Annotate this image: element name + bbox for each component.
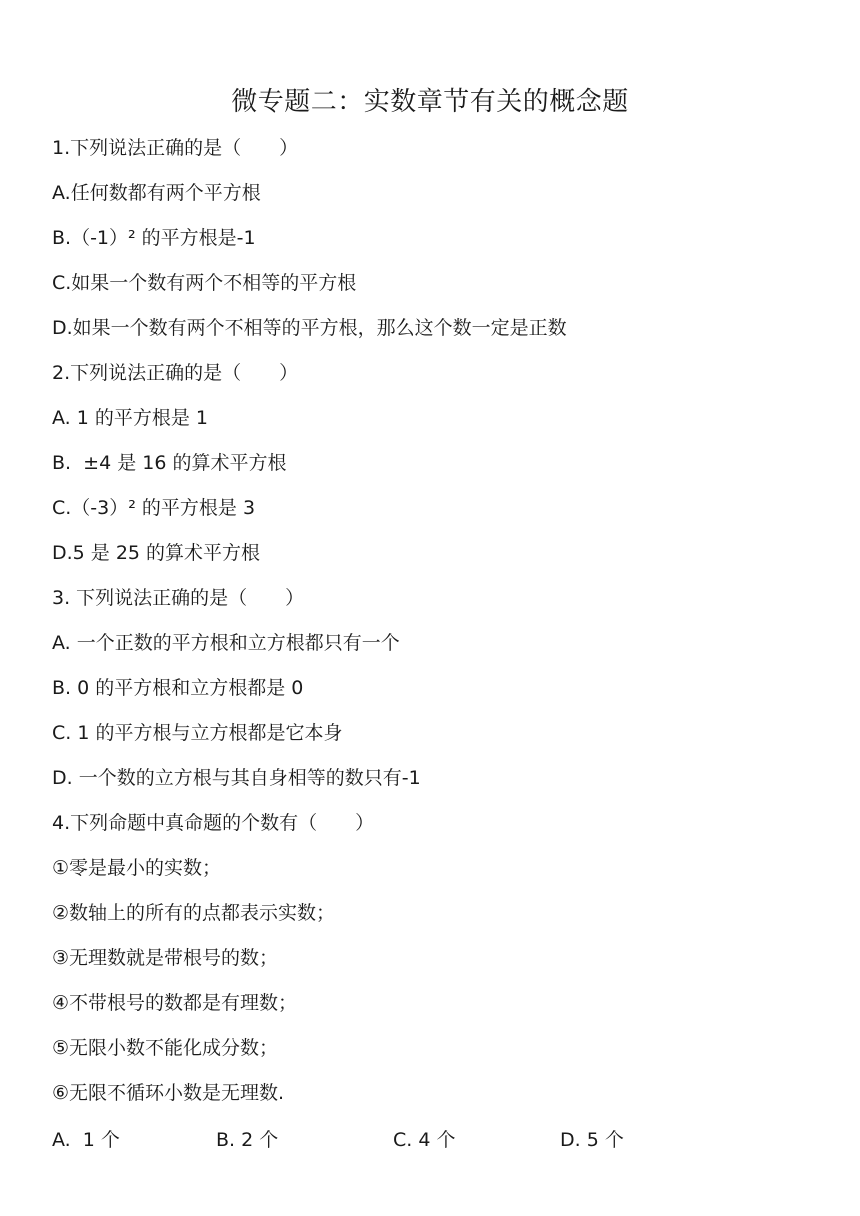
q4-choice-b: B. 2 个 — [216, 1129, 279, 1151]
q4-choice-c: C. 4 个 — [393, 1129, 456, 1151]
q3-option-c: C. 1 的平方根与立方根都是它本身 — [52, 722, 343, 744]
q4-choice-a: A. 1 个 — [52, 1129, 120, 1151]
q1-option-c: C.如果一个数有两个不相等的平方根 — [52, 272, 357, 294]
q4-choices — [52, 1126, 812, 1154]
q4-choice-d: D. 5 个 — [560, 1129, 624, 1151]
q1-stem: 1.下列说法正确的是（ ） — [52, 137, 299, 159]
q4-statement-2: ②数轴上的所有的点都表示实数； — [52, 902, 336, 924]
q2-option-c: C.（-3）² 的平方根是 3 — [52, 497, 256, 519]
q4-statement-4: ④不带根号的数都是有理数； — [52, 992, 298, 1014]
q3-option-b: B. 0 的平方根和立方根都是 0 — [52, 677, 304, 699]
q4-statement-6: ⑥无限不循环小数是无理数. — [52, 1082, 285, 1104]
q1-option-b: B.（-1）² 的平方根是-1 — [52, 227, 256, 249]
q3-option-d: D. 一个数的立方根与其自身相等的数只有-1 — [52, 767, 421, 789]
q2-option-a: A. 1 的平方根是 1 — [52, 407, 208, 429]
q1-option-a: A.任何数都有两个平方根 — [52, 182, 261, 204]
q3-stem: 3. 下列说法正确的是（ ） — [52, 587, 305, 609]
q2-stem: 2.下列说法正确的是（ ） — [52, 362, 299, 384]
page-title: 微专题二：实数章节有关的概念题 — [231, 87, 629, 117]
q2-option-b: B. ±4 是 16 的算术平方根 — [52, 452, 287, 474]
q4-statement-3: ③无理数就是带根号的数； — [52, 947, 279, 969]
q1-option-d: D.如果一个数有两个不相等的平方根，那么这个数一定是正数 — [52, 317, 567, 339]
q2-option-d: D.5 是 25 的算术平方根 — [52, 542, 261, 564]
q4-statement-1: ①零是最小的实数； — [52, 857, 222, 879]
q4-stem: 4.下列命题中真命题的个数有（ ） — [52, 812, 375, 834]
q3-option-a: A. 一个正数的平方根和立方根都只有一个 — [52, 632, 400, 654]
q4-statement-5: ⑤无限小数不能化成分数； — [52, 1037, 279, 1059]
